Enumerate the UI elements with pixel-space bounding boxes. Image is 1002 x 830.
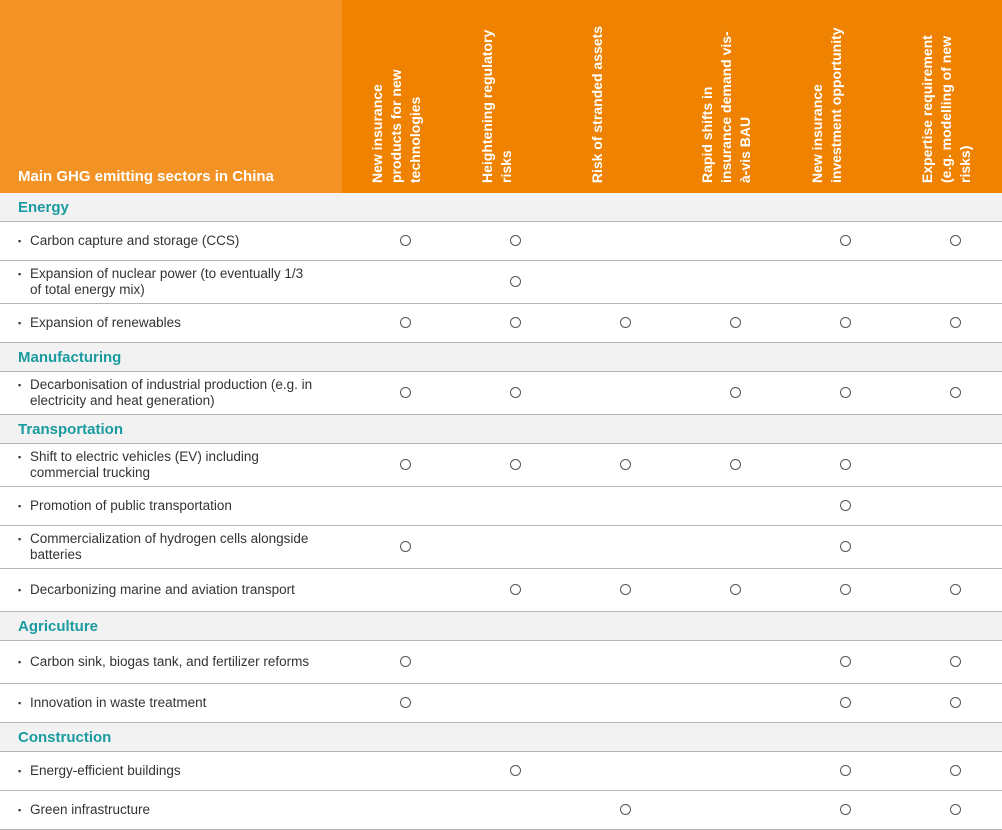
sector-row bbox=[0, 193, 1002, 222]
mark-cell bbox=[892, 684, 1002, 723]
mark-cell bbox=[342, 222, 452, 261]
mark-cell bbox=[452, 569, 562, 612]
bullet-icon: ▪ bbox=[18, 805, 22, 815]
mark-cell bbox=[452, 261, 562, 304]
mark-cell bbox=[672, 444, 782, 487]
sectors-column-header: Main GHG emitting sectors in China bbox=[0, 0, 342, 193]
circle-icon bbox=[950, 765, 961, 776]
mark-cell bbox=[782, 487, 892, 526]
circle-icon bbox=[510, 276, 521, 287]
mark-cell bbox=[782, 526, 892, 569]
mark-cell bbox=[452, 444, 562, 487]
bullet-icon: ▪ bbox=[18, 585, 22, 595]
mark-cell bbox=[892, 791, 1002, 830]
circle-icon bbox=[950, 656, 961, 667]
bullet-icon: ▪ bbox=[18, 501, 22, 511]
circle-icon bbox=[730, 317, 741, 328]
mark-cell bbox=[452, 222, 562, 261]
circle-icon bbox=[510, 317, 521, 328]
row-label: Carbon capture and storage (CCS) bbox=[30, 233, 240, 248]
mark-cell bbox=[342, 304, 452, 343]
table-row bbox=[0, 752, 1002, 791]
mark-cell bbox=[562, 487, 672, 526]
mark-cell bbox=[562, 791, 672, 830]
sector-heading: Transportation bbox=[0, 415, 1002, 444]
mark-cell bbox=[782, 261, 892, 304]
mark-cell bbox=[672, 304, 782, 343]
sector-heading: Construction bbox=[0, 723, 1002, 752]
circle-icon bbox=[950, 584, 961, 595]
circle-icon bbox=[510, 235, 521, 246]
table-row bbox=[0, 304, 1002, 343]
row-label: Promotion of public transportation bbox=[30, 498, 232, 513]
table-body bbox=[0, 193, 1002, 830]
mark-cell bbox=[342, 444, 452, 487]
circle-icon bbox=[730, 459, 741, 470]
row-label: Green infrastructure bbox=[30, 802, 151, 817]
mark-cell bbox=[452, 791, 562, 830]
sector-heading: Manufacturing bbox=[0, 343, 1002, 372]
table-row bbox=[0, 372, 1002, 415]
row-label-cell bbox=[0, 487, 342, 526]
circle-icon bbox=[620, 317, 631, 328]
mark-cell bbox=[782, 444, 892, 487]
row-label-cell bbox=[0, 684, 342, 723]
circle-icon bbox=[950, 804, 961, 815]
bullet-icon: ▪ bbox=[18, 657, 22, 667]
mark-cell bbox=[782, 791, 892, 830]
mark-cell bbox=[672, 261, 782, 304]
mark-cell bbox=[342, 684, 452, 723]
mark-cell bbox=[672, 752, 782, 791]
sector-heading: Agriculture bbox=[0, 612, 1002, 641]
sector-heading: Energy bbox=[0, 193, 1002, 222]
circle-icon bbox=[950, 235, 961, 246]
table-row bbox=[0, 444, 1002, 487]
bullet-icon: ▪ bbox=[18, 269, 22, 279]
mark-cell bbox=[782, 222, 892, 261]
table-row bbox=[0, 526, 1002, 569]
mark-cell bbox=[342, 487, 452, 526]
circle-icon bbox=[400, 541, 411, 552]
mark-cell bbox=[672, 791, 782, 830]
circle-icon bbox=[400, 459, 411, 470]
circle-icon bbox=[400, 697, 411, 708]
column-header-demand-shifts: Rapid shifts in insurance demand vis-à-vis BAU bbox=[672, 0, 782, 193]
mark-cell bbox=[892, 526, 1002, 569]
circle-icon bbox=[840, 804, 851, 815]
mark-cell bbox=[672, 684, 782, 723]
mark-cell bbox=[672, 222, 782, 261]
mark-cell bbox=[342, 261, 452, 304]
sector-row bbox=[0, 723, 1002, 752]
circle-icon bbox=[400, 235, 411, 246]
mark-cell bbox=[892, 569, 1002, 612]
mark-cell bbox=[342, 569, 452, 612]
mark-cell bbox=[452, 641, 562, 684]
sector-row bbox=[0, 415, 1002, 444]
circle-icon bbox=[400, 656, 411, 667]
circle-icon bbox=[840, 656, 851, 667]
table-row bbox=[0, 261, 1002, 304]
mark-cell bbox=[452, 372, 562, 415]
circle-icon bbox=[730, 584, 741, 595]
row-label-cell bbox=[0, 791, 342, 830]
circle-icon bbox=[620, 584, 631, 595]
row-label-cell bbox=[0, 569, 342, 612]
row-label-cell bbox=[0, 304, 342, 343]
row-label: Decarbonisation of industrial production (e.g. in electricity and heat generation) bbox=[30, 377, 313, 408]
bullet-icon: ▪ bbox=[18, 318, 22, 328]
mark-cell bbox=[452, 684, 562, 723]
row-label: Decarbonizing marine and aviation transport bbox=[30, 582, 295, 597]
mark-cell bbox=[672, 372, 782, 415]
circle-icon bbox=[400, 387, 411, 398]
column-header-stranded-assets: Risk of stranded assets bbox=[562, 0, 672, 193]
circle-icon bbox=[510, 765, 521, 776]
row-label-cell bbox=[0, 444, 342, 487]
circle-icon bbox=[620, 459, 631, 470]
circle-icon bbox=[510, 387, 521, 398]
circle-icon bbox=[730, 387, 741, 398]
row-label: Carbon sink, biogas tank, and fertilizer reforms bbox=[30, 654, 310, 669]
mark-cell bbox=[562, 372, 672, 415]
row-label-cell bbox=[0, 372, 342, 415]
mark-cell bbox=[782, 641, 892, 684]
mark-cell bbox=[562, 304, 672, 343]
circle-icon bbox=[840, 235, 851, 246]
table-row bbox=[0, 684, 1002, 723]
mark-cell bbox=[892, 372, 1002, 415]
column-header-regulatory-risks: Heightening regulatory risks bbox=[452, 0, 562, 193]
mark-cell bbox=[452, 526, 562, 569]
mark-cell bbox=[562, 684, 672, 723]
mark-cell bbox=[672, 569, 782, 612]
mark-cell bbox=[672, 641, 782, 684]
row-label: Commercialization of hydrogen cells alongside batteries bbox=[30, 531, 309, 562]
row-label: Expansion of nuclear power (to eventually 1/3 of total energy mix) bbox=[30, 266, 304, 297]
bullet-icon: ▪ bbox=[18, 766, 22, 776]
header-row bbox=[0, 0, 1002, 193]
row-label: Shift to electric vehicles (EV) including commercial trucking bbox=[30, 449, 259, 480]
circle-icon bbox=[840, 765, 851, 776]
circle-icon bbox=[620, 804, 631, 815]
mark-cell bbox=[892, 444, 1002, 487]
mark-cell bbox=[892, 304, 1002, 343]
table-row bbox=[0, 487, 1002, 526]
circle-icon bbox=[840, 584, 851, 595]
mark-cell bbox=[342, 791, 452, 830]
circle-icon bbox=[510, 459, 521, 470]
circle-icon bbox=[950, 387, 961, 398]
table-row bbox=[0, 641, 1002, 684]
circle-icon bbox=[840, 317, 851, 328]
row-label-cell bbox=[0, 222, 342, 261]
circle-icon bbox=[950, 317, 961, 328]
sector-row bbox=[0, 612, 1002, 641]
mark-cell bbox=[342, 641, 452, 684]
mark-cell bbox=[782, 304, 892, 343]
column-header-investment-opportunity: New insurance investment opportunity bbox=[782, 0, 892, 193]
row-label-cell bbox=[0, 752, 342, 791]
column-header-new-products: New insurance products for new technologies bbox=[342, 0, 452, 193]
bullet-icon: ▪ bbox=[18, 698, 22, 708]
bullet-icon: ▪ bbox=[18, 380, 22, 390]
mark-cell bbox=[892, 222, 1002, 261]
sector-row bbox=[0, 343, 1002, 372]
mark-cell bbox=[562, 444, 672, 487]
table-row bbox=[0, 222, 1002, 261]
circle-icon bbox=[510, 584, 521, 595]
mark-cell bbox=[892, 261, 1002, 304]
mark-cell bbox=[342, 752, 452, 791]
bullet-icon: ▪ bbox=[18, 534, 22, 544]
column-header-expertise-requirement: Expertise requirement (e.g. modelling of new risks) bbox=[892, 0, 1002, 193]
mark-cell bbox=[892, 752, 1002, 791]
circle-icon bbox=[840, 500, 851, 511]
row-label-cell bbox=[0, 641, 342, 684]
circle-icon bbox=[950, 697, 961, 708]
circle-icon bbox=[840, 387, 851, 398]
mark-cell bbox=[672, 487, 782, 526]
mark-cell bbox=[892, 641, 1002, 684]
row-label: Energy-efficient buildings bbox=[30, 763, 181, 778]
mark-cell bbox=[782, 569, 892, 612]
mark-cell bbox=[562, 752, 672, 791]
mark-cell bbox=[342, 526, 452, 569]
mark-cell bbox=[672, 526, 782, 569]
row-label: Expansion of renewables bbox=[30, 315, 181, 330]
circle-icon bbox=[840, 459, 851, 470]
table-row bbox=[0, 791, 1002, 830]
mark-cell bbox=[562, 526, 672, 569]
mark-cell bbox=[782, 684, 892, 723]
row-label: Innovation in waste treatment bbox=[30, 695, 207, 710]
mark-cell bbox=[782, 372, 892, 415]
mark-cell bbox=[562, 641, 672, 684]
row-label-cell bbox=[0, 261, 342, 304]
mark-cell bbox=[782, 752, 892, 791]
bullet-icon: ▪ bbox=[18, 452, 22, 462]
mark-cell bbox=[562, 261, 672, 304]
mark-cell bbox=[342, 372, 452, 415]
mark-cell bbox=[562, 569, 672, 612]
circle-icon bbox=[840, 541, 851, 552]
mark-cell bbox=[452, 487, 562, 526]
circle-icon bbox=[840, 697, 851, 708]
bullet-icon: ▪ bbox=[18, 236, 22, 246]
table-row bbox=[0, 569, 1002, 612]
mark-cell bbox=[452, 752, 562, 791]
row-label-cell bbox=[0, 526, 342, 569]
mark-cell bbox=[452, 304, 562, 343]
mark-cell bbox=[562, 222, 672, 261]
circle-icon bbox=[400, 317, 411, 328]
mark-cell bbox=[892, 487, 1002, 526]
